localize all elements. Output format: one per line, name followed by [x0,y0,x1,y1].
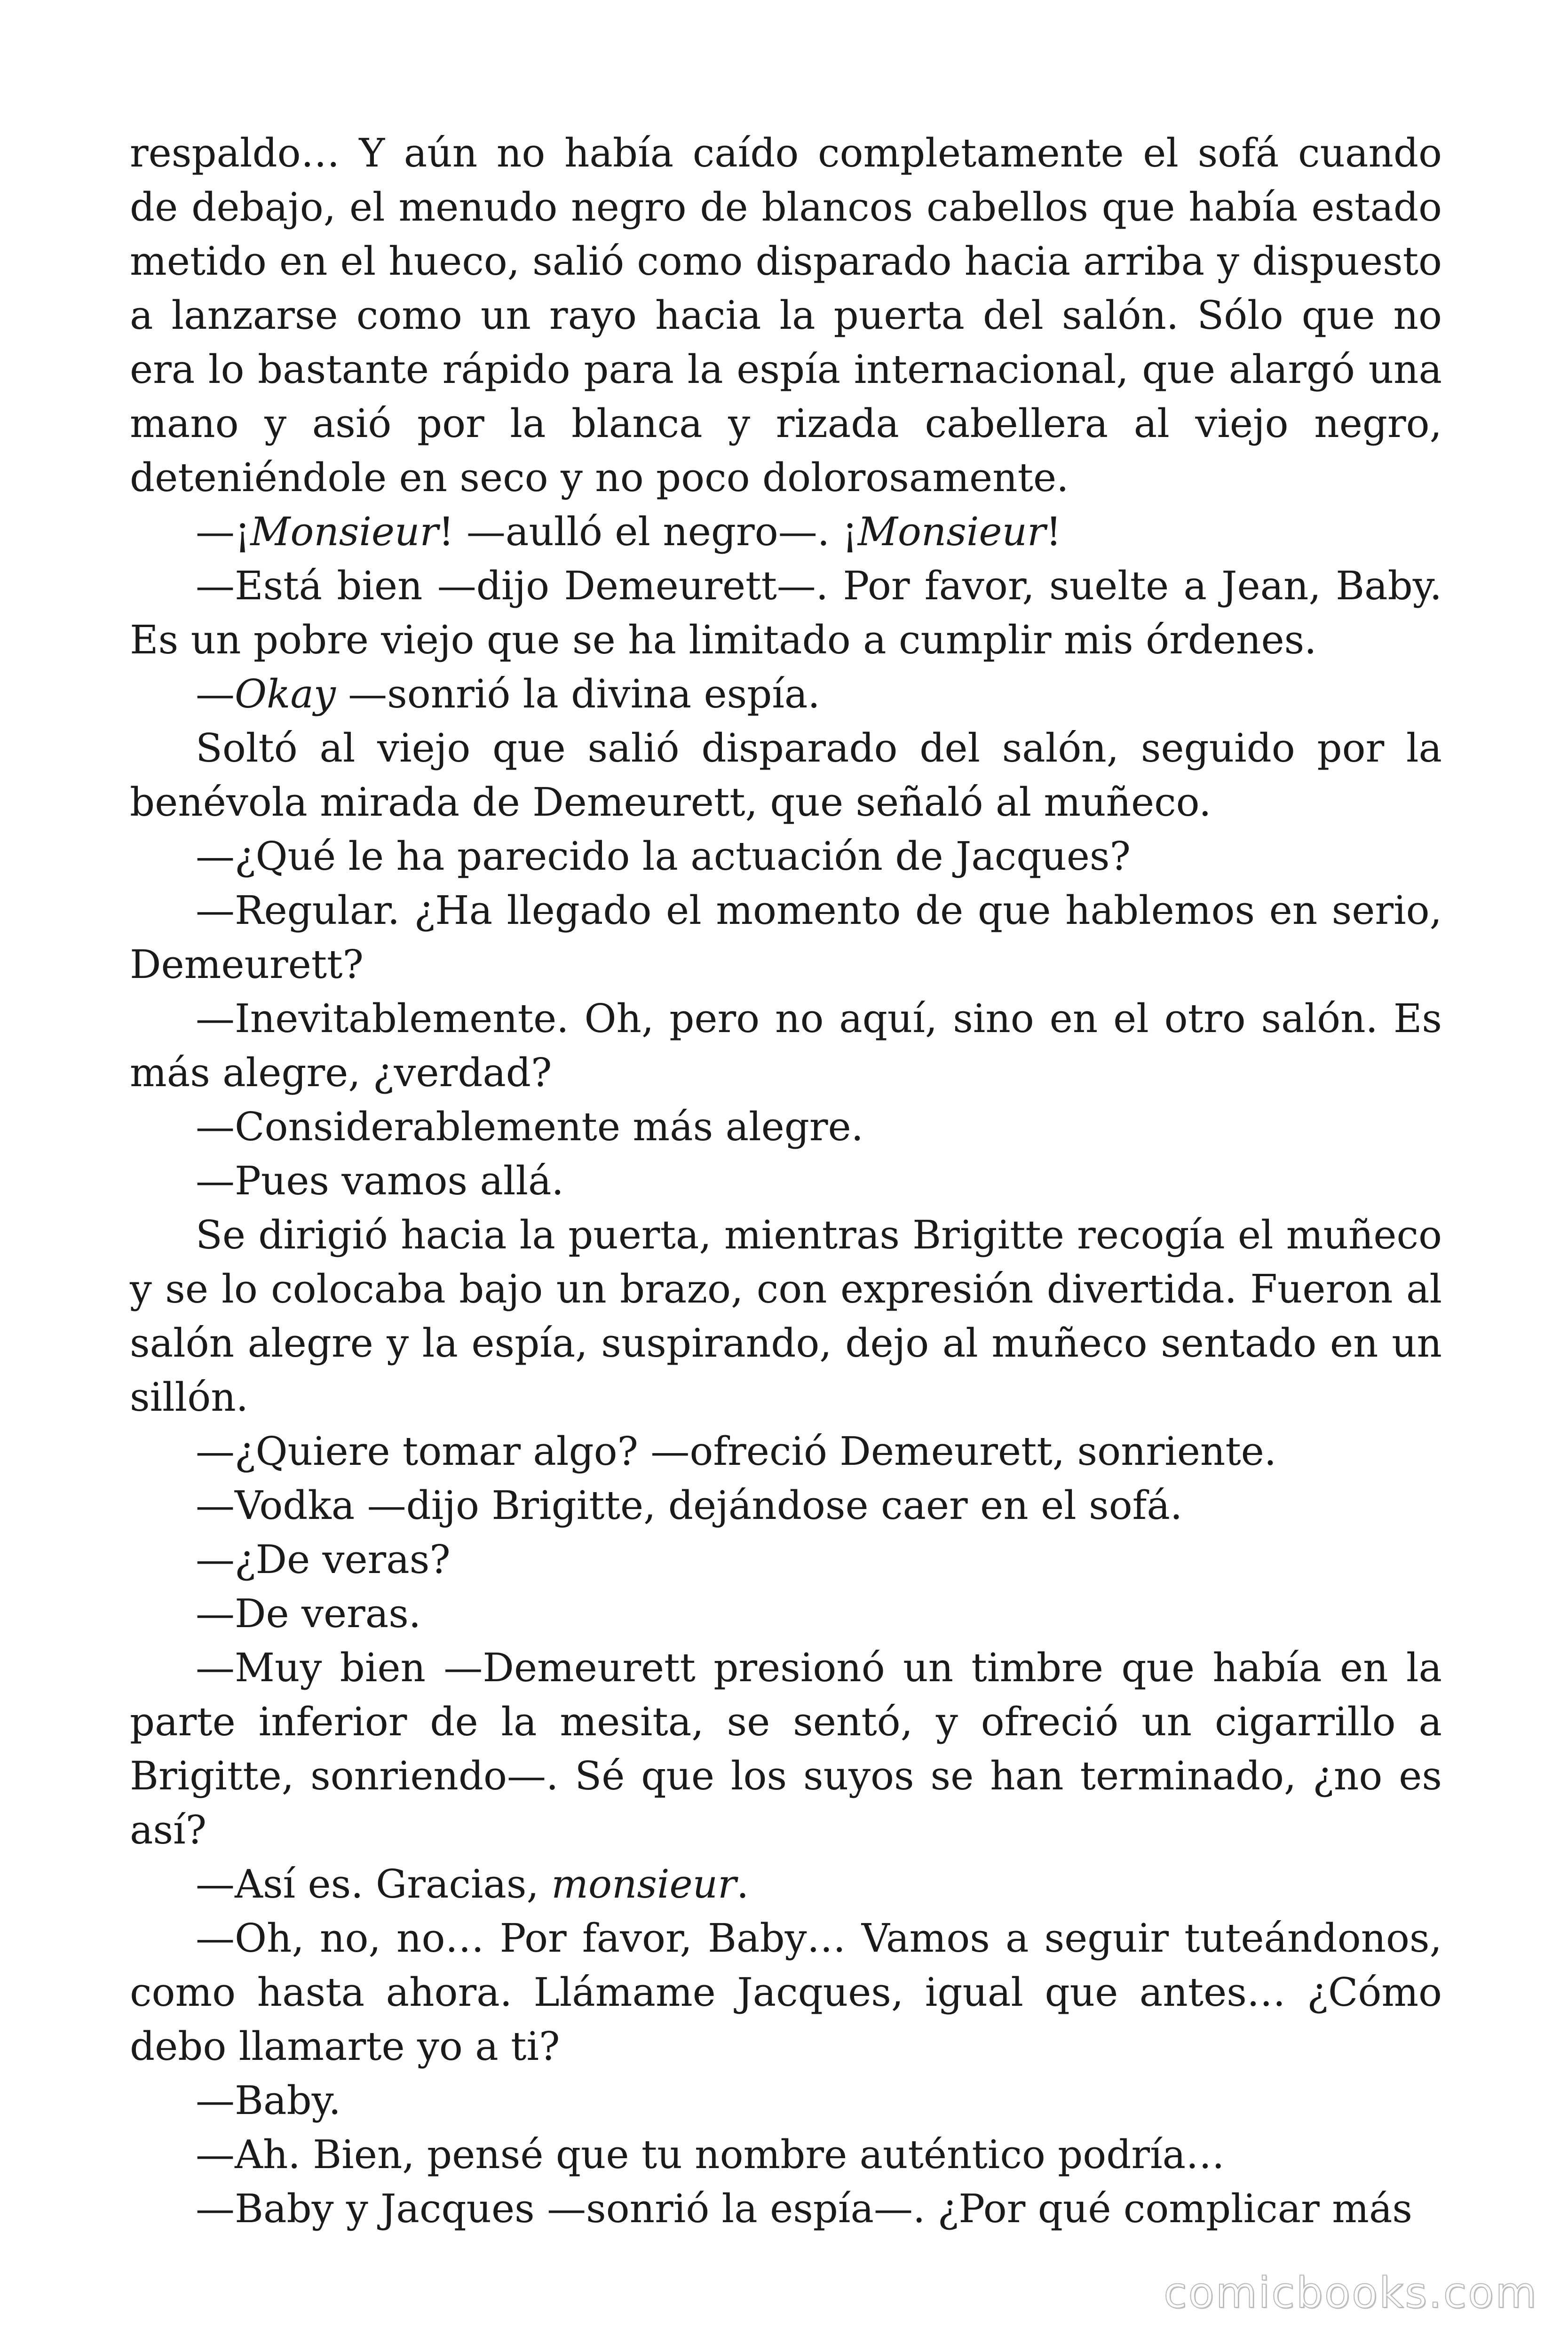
text-run: —Vodka —dijo Brigitte, dejándose caer en el sofá. [196,1483,1183,1528]
text-run: —¿Quiere tomar algo? —ofreció Demeurett, sonriente. [196,1429,1277,1474]
paragraph [130,1533,1442,1587]
text-run: — [196,671,235,717]
paragraph [130,1911,1442,2074]
text-run: —Muy bien —Demeurett presionó un timbre que había en la parte inferior de la mesita, se sentó, y ofreció un cigarrillo a Brigitte, sonriendo—. Sé que los suyos se han terminado, ¿no es así? [130,1645,1442,1853]
text-run: —sonrió la divina espía. [335,671,820,717]
paragraph [130,1154,1442,1208]
paragraph [130,883,1442,992]
italic-text: monsieur [551,1861,736,1907]
paragraph [130,1587,1442,1641]
text-run: —Ah. Bien, pensé que tu nombre auténtico podría… [196,2132,1225,2177]
text-run: —De veras. [196,1591,421,1637]
paragraph [130,1478,1442,1533]
paragraph [130,2128,1442,2182]
text-run: —Está bien —dijo Demeurett—. Por favor, suelte a Jean, Baby. Es un pobre viejo que se ha limitado a cumplir mis órdenes. [130,563,1442,663]
italic-text: Okay [235,671,336,717]
text-run: —Pues vamos allá. [196,1158,564,1204]
text-run: —¿Qué le ha parecido la actuación de Jacques? [196,834,1131,879]
paragraph [130,721,1442,829]
text-run: —Regular. ¿Ha llegado el momento de que hablemos en serio, Demeurett? [130,888,1442,987]
page-body [130,126,1442,2236]
paragraph [130,1641,1442,1857]
paragraph [130,1857,1442,1911]
paragraph [130,992,1442,1100]
paragraph [130,505,1442,559]
text-run: Se dirigió hacia la puerta, mientras Brigitte recogía el muñeco y se lo colocaba bajo un brazo, con expresión divertida. Fueron al salón alegre y la espía, suspirando, dejo al muñeco sentado en un sillón. [130,1212,1442,1420]
text-run: —Así es. Gracias, [196,1861,552,1907]
paragraph [130,559,1442,667]
paragraph [130,2074,1442,2128]
text-run: —Baby. [196,2078,341,2123]
italic-text: Monsieur [250,509,439,555]
paragraph [130,1100,1442,1154]
text-run: —Baby y Jacques —sonrió la espía—. ¿Por qué complicar más [196,2186,1413,2232]
paragraph [130,667,1442,721]
text-run: —Oh, no, no… Por favor, Baby… Vamos a seguir tuteándonos, como hasta ahora. Llámame Jacques, igual que antes… ¿Cómo debo llamarte yo a ti? [130,1915,1442,2069]
text-run: —¡ [196,509,251,555]
text-run: respaldo… Y aún no había caído completamente el sofá cuando de debajo, el menudo negro de blancos cabellos que había estado metido en el hueco, salió como disparado hacia arriba y dispuesto a lanzarse como un rayo hacia la puerta del salón. Sólo que no era lo bastante rápido para la espía internacional, que alargó una mano y asió por la blanca y rizada cabellera al viejo negro, deteniéndole en seco y no poco dolorosamente. [130,130,1442,501]
paragraph [130,126,1442,505]
paragraph [130,1424,1442,1478]
text-run: —¿De veras? [196,1537,451,1582]
text-run: Soltó al viejo que salió disparado del salón, seguido por la benévola mirada de Demeurett, que señaló al muñeco. [130,725,1442,825]
text-run: ! —aulló el negro—. ¡ [438,509,858,555]
paragraph [130,1208,1442,1424]
watermark: comicbooks.com [1164,2268,1538,2318]
paragraph [130,2182,1442,2236]
text-run: . [736,1861,749,1907]
text-run: —Considerablemente más alegre. [196,1104,864,1150]
italic-text: Monsieur [857,509,1046,555]
paragraph [130,829,1442,883]
text-run: —Inevitablemente. Oh, pero no aquí, sino en el otro salón. Es más alegre, ¿verdad? [130,996,1442,1096]
text-run: ! [1045,509,1061,555]
